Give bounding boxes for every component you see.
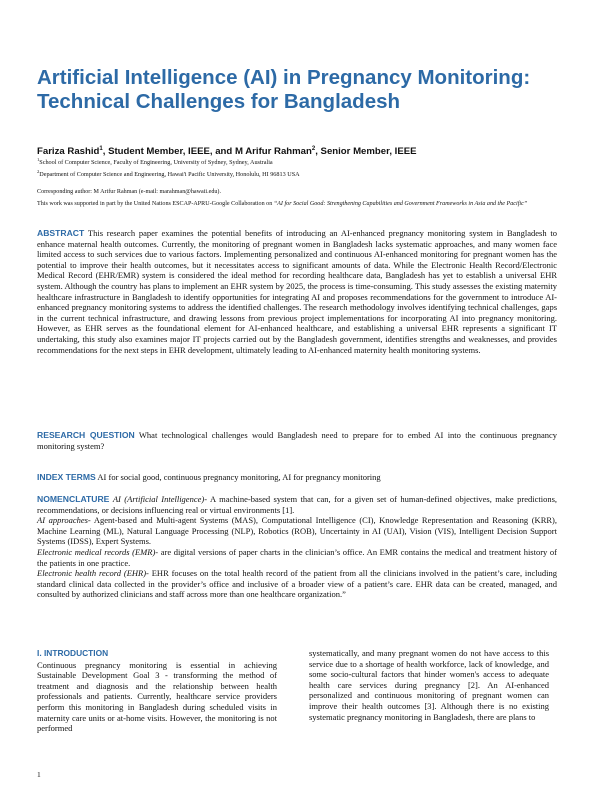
nomenclature-entry (37, 547, 557, 568)
research-question-text: What technological challenges would Bangladesh need to prepare for to embed AI into the continuous pregnancy monitoring system? (37, 430, 557, 451)
abstract-text: This research paper examines the potential benefits of introducing an AI-enhanced pregnancy monitoring system in Bangladesh to enhance maternal health outcomes. Currently, the monitoring of pregnant women in Bangladesh lacks systematic approaches, and many women face limited access to such services due to various factors. Implementing personalized and continuous AI-enhanced monitoring for pregnant women has the potential to improve their health outcomes, but it necessitates access to significant amounts of data. While the Electronic Health Record/Electronic Medical Record (EHR/EMR) system is considered the ideal method for recording healthcare data, Bangladesh has yet to establish a universal EHR system. Although the country has plans to implement an EHR system by 2025, the process is time-consuming. This study assesses the existing maternity healthcare infrastructure in Bangladesh to identify opportunities for integrating AI and proposes recommendations for the government to introduce AI-enhanced pregnancy monitoring systems to address the identified challenges. The research methodology involves identifying technical challenges, gaps in the current technical infrastructure, and drawing lessons from previous project implementations for incorporating AI into pregnancy monitoring. However, as EHR serves as the foundational element for AI-enhanced healthcare, and establishing a universal EHR represents a significant IT undertaking, this study also examines major IT projects carried out by the Bangladesh government, identifies strengths and weaknesses, and provides recommendations for the next steps in EHR development, ultimately leading to AI-enhanced maternity health monitoring systems. (37, 228, 557, 355)
support-italic: “AI for Social Good: Strengthening Capabilities and Government Frameworks in Asia and the Pacific” (273, 201, 528, 207)
author-2-sup: 2 (311, 146, 316, 152)
research-question (37, 430, 557, 451)
nomenclature-term: AI (Artificial Intelligence)- (112, 494, 208, 504)
nomenclature-text: are digital versions of paper charts in the clinician’s office. An EMR contains the medical and treatment history of the patients in one practice. (37, 546, 557, 568)
research-question-heading: RESEARCH QUESTION (37, 430, 135, 440)
nomenclature-text: Agent-based and Multi-agent Systems (MAS), Computational Intelligence (CI), Knowledge Representation and Reasoning (KRR), Machine Learning (ML), Natural Language Processing (NLP), Robotics (ROB), Uncertainty in AI (UAI), Vision (VIS), Intelligent Decision Support Systems (IDSS), Expert Systems. (37, 515, 557, 547)
paper-title: Artificial Intelligence (AI) in Pregnancy Monitoring: Technical Challenges for Bangladesh (37, 66, 531, 113)
nomenclature-text: A machine-based system that can, for a given set of human-defined objectives, make predictions, recommendations, or decisions influencing real or virtual environments [1]. (37, 494, 558, 515)
index-terms-text: AI for social good, continuous pregnancy monitoring, AI for pregnancy monitoring (97, 472, 381, 482)
intro-left-column (37, 648, 277, 734)
affiliation-2-sup: 2 (37, 168, 40, 174)
affiliation-2 (37, 168, 577, 180)
author-1: Fariza Rashid (37, 146, 100, 158)
affiliations (37, 156, 577, 179)
nomenclature-term: Electronic medical records (EMR)- (37, 546, 159, 557)
author-2-suffix: , Senior Member, IEEE (315, 146, 417, 158)
page-number: 1 (37, 770, 41, 779)
support-note (37, 200, 557, 208)
corresponding-author: Corresponding author: M Arifur Rahman (e-mail: marahman@hawaii.edu). (37, 189, 221, 195)
abstract-heading: ABSTRACT (37, 228, 85, 238)
affiliation-2-text: Department of Computer Science and Engineering, Hawai'i Pacific University, Honolulu, HI 96813 USA (39, 170, 300, 178)
affiliation-1 (37, 156, 577, 168)
intro-paragraph-right: systematically, and many pregnant women do not have access to this service due to a shortage of health workforce, lack of knowledge, and some socio-cultural factors that hinder women's access to adequate health care services during pregnancy [2]. An AI-enhanced personalized and continuous monitoring of pregnant women can improve their health outcomes [3]. Although there is no existing systematic pregnancy monitoring in Bangladesh, there are plans to (309, 648, 549, 722)
author-1-suffix: , Student Member, IEEE, and M Arifur Rahman (102, 146, 312, 158)
nomenclature-entry (37, 568, 557, 600)
intro-right-column (309, 648, 549, 722)
nomenclature-term: AI approaches- (37, 515, 91, 526)
section-heading-introduction: I. INTRODUCTION (37, 648, 109, 658)
nomenclature (37, 494, 557, 600)
affiliation-1-text: School of Computer Science, Faculty of Engineering, University of Sydney, Sydney, Australia (39, 159, 273, 167)
nomenclature-term: Electronic health record (EHR)- (37, 568, 149, 579)
nomenclature-text: EHR focuses on the total health record of the patient from all the clinicians involved in the patient’s care, including standard clinical data collected in the provider’s office and inclusive of a broader view of a patient’s care. EHR data can be created, managed, and consulted by authorized clinicians and staff across more than one healthcare organization.” (37, 568, 558, 600)
support-prefix: This work was supported in part by the United Nations ESCAP-APRU-Google Collaboration on (37, 201, 274, 207)
index-terms-heading: INDEX TERMS (37, 472, 96, 482)
nomenclature-heading: NOMENCLATURE (37, 494, 110, 504)
affiliation-1-sup: 1 (37, 157, 40, 162)
abstract (37, 228, 557, 355)
index-terms (37, 472, 557, 483)
nomenclature-entry (37, 515, 557, 547)
author-1-sup: 1 (99, 146, 103, 152)
intro-paragraph-left: Continuous pregnancy monitoring is essential in achieving Sustainable Development Goal 3 - transforming the method of treatment and diagnosis and the relationship between health professionals and patients. Currently, healthcare service providers perform this monitoring in Bangladesh during scheduled visits in maternity care units or at-home visits. However, the monitoring is not performed (37, 659, 277, 734)
nomenclature-entry (37, 494, 557, 515)
